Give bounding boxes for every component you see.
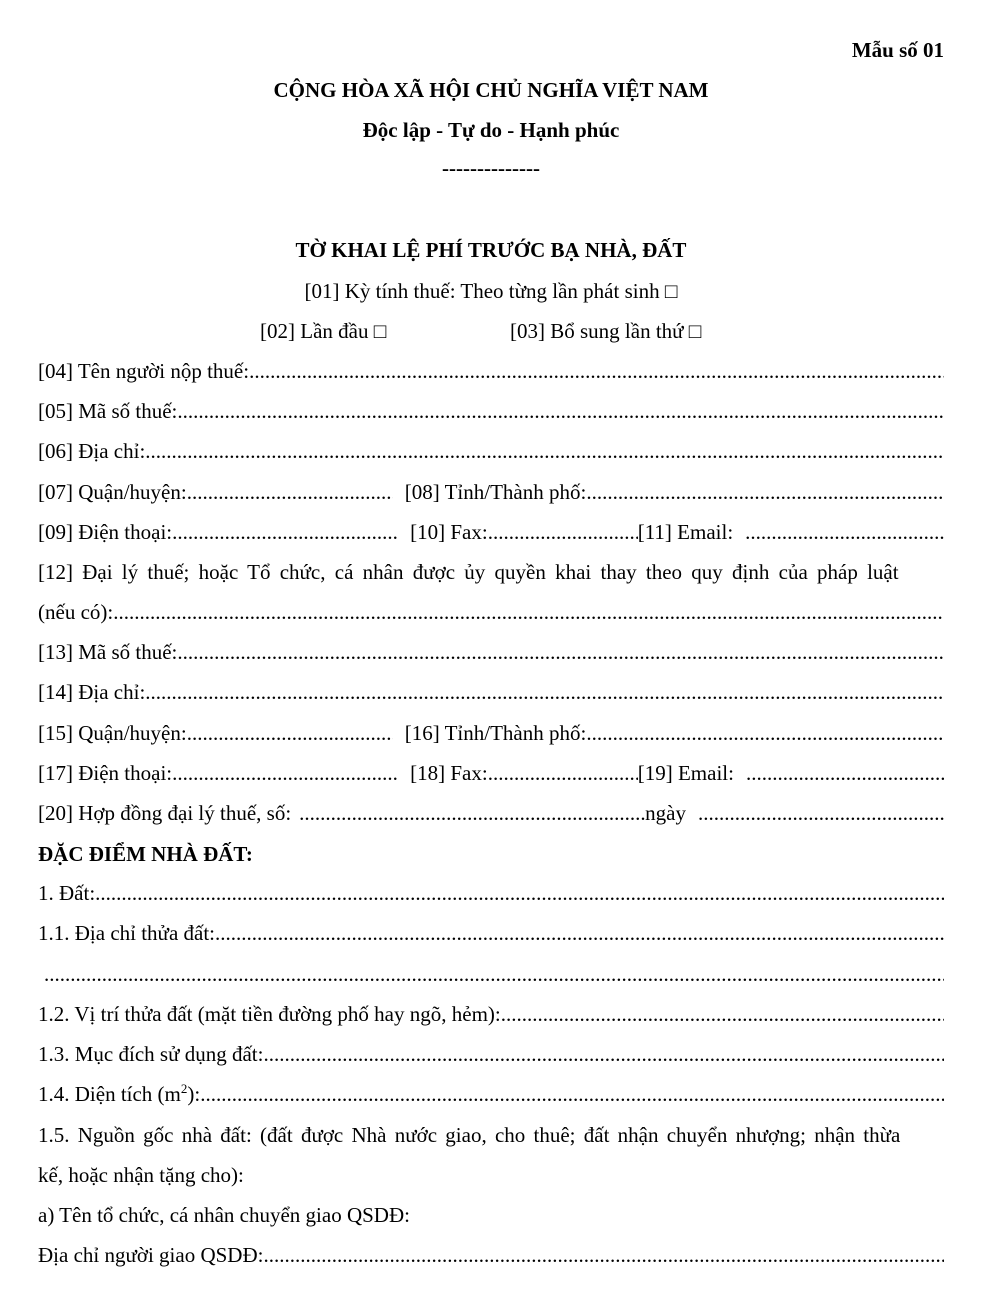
land-row <box>38 880 944 904</box>
land-purpose-field[interactable] <box>263 1044 944 1065</box>
land-origin-continuation-label: kế, hoặc nhận tặng cho): <box>38 1163 244 1187</box>
land-origin-continuation-row <box>38 1162 944 1186</box>
agent-address-field[interactable] <box>145 682 944 703</box>
agent-address-row <box>38 679 944 703</box>
taxpayer-province-label: [08] Tỉnh/Thành phố: <box>404 480 587 504</box>
transferor-name-row <box>38 1202 944 1226</box>
taxpayer-tax-code-label: [05] Mã số thuế: <box>38 399 178 423</box>
land-area-prefix: 1.4. Diện tích (m <box>38 1082 181 1106</box>
taxpayer-address-row <box>38 438 944 462</box>
land-address-continuation-field[interactable] <box>44 964 944 985</box>
agent-tax-code-label: [13] Mã số thuế: <box>38 640 178 664</box>
agent-district-field[interactable] <box>187 723 393 744</box>
land-area-row <box>38 1081 944 1105</box>
supplement-option: [03] Bổ sung lần thứ □ <box>510 319 702 343</box>
document-title: TỜ KHAI LỆ PHÍ TRƯỚC BẠ NHÀ, ĐẤT <box>295 238 687 262</box>
agent-contract-field[interactable] <box>299 803 645 824</box>
agent-district-row <box>38 720 944 744</box>
transferor-address-row <box>38 1242 944 1266</box>
land-address-row <box>38 920 944 944</box>
national-title: CỘNG HÒA XÃ HỘI CHỦ NGHĨA VIỆT NAM <box>273 78 709 102</box>
taxpayer-email-field[interactable] <box>745 522 944 543</box>
taxpayer-tax-code-row <box>38 398 944 422</box>
land-area-sup: 2 <box>180 1081 188 1096</box>
transferor-address-field[interactable] <box>263 1245 944 1266</box>
agent-intro-row <box>38 559 944 583</box>
taxpayer-email-label: [11] Email: <box>637 520 734 544</box>
agent-contract-label: [20] Hợp đồng đại lý thuế, số: <box>38 801 292 825</box>
land-address-field[interactable] <box>215 923 944 944</box>
land-address-continuation-row <box>38 961 944 985</box>
taxpayer-address-field[interactable] <box>145 441 944 462</box>
land-area-field[interactable] <box>200 1084 944 1105</box>
taxpayer-fax-field[interactable] <box>488 522 638 543</box>
taxpayer-district-field[interactable] <box>187 482 393 503</box>
taxpayer-name-row <box>38 358 944 382</box>
land-field[interactable] <box>95 883 944 904</box>
land-origin-row <box>38 1122 944 1146</box>
land-position-field[interactable] <box>501 1004 944 1025</box>
taxpayer-province-field[interactable] <box>586 482 944 503</box>
agent-phone-label: [17] Điện thoại: <box>38 761 173 785</box>
agent-intro-label: [12] Đại lý thuế; hoặc Tổ chức, cá nhân được ủy quyền khai thay theo quy định của pháp luật <box>38 560 899 584</box>
taxpayer-name-field[interactable] <box>249 361 944 382</box>
agent-name-field[interactable] <box>113 602 944 623</box>
land-address-label: 1.1. Địa chỉ thửa đất: <box>38 921 216 945</box>
divider: -------------- <box>442 156 540 180</box>
land-purpose-row <box>38 1041 944 1065</box>
transferor-address-label: Địa chỉ người giao QSDĐ: <box>38 1243 264 1267</box>
agent-contact-row <box>38 760 944 784</box>
agent-name-row <box>38 599 944 623</box>
taxpayer-name-label: [04] Tên người nộp thuế: <box>38 359 250 383</box>
form-number: Mẫu số 01 <box>851 38 944 62</box>
taxpayer-fax-label: [10] Fax: <box>410 520 488 544</box>
agent-contract-date-field[interactable] <box>698 803 944 824</box>
land-area-label <box>38 1081 201 1106</box>
land-area-suffix: ): <box>187 1082 201 1106</box>
land-purpose-label: 1.3. Mục đích sử dụng đất: <box>38 1042 264 1066</box>
motto: Độc lập - Tự do - Hạnh phúc <box>362 118 620 142</box>
land-origin-label: 1.5. Nguồn gốc nhà đất: (đất được Nhà nước giao, cho thuê; đất nhận chuyển nhượng; nhận thừa <box>38 1123 901 1147</box>
agent-phone-field[interactable] <box>172 763 398 784</box>
taxpayer-address-label: [06] Địa chỉ: <box>38 439 146 463</box>
agent-district-label: [15] Quận/huyện: <box>38 721 187 745</box>
taxpayer-contact-row <box>38 519 944 543</box>
agent-contract-row <box>38 800 944 824</box>
form-page <box>38 0 944 1312</box>
agent-fax-label: [18] Fax: <box>410 761 488 785</box>
agent-name-label: (nếu có): <box>38 600 114 624</box>
taxpayer-phone-field[interactable] <box>172 522 398 543</box>
first-time-option: [02] Lần đầu □ <box>260 319 387 343</box>
tax-period-line: [01] Kỳ tính thuế: Theo từng lần phát sinh □ <box>304 279 678 303</box>
agent-tax-code-row <box>38 639 944 663</box>
taxpayer-district-row <box>38 479 944 503</box>
taxpayer-phone-label: [09] Điện thoại: <box>38 520 173 544</box>
agent-tax-code-field[interactable] <box>177 642 944 663</box>
agent-contract-date-label: ngày <box>645 801 686 825</box>
agent-address-label: [14] Địa chỉ: <box>38 680 146 704</box>
taxpayer-district-label: [07] Quận/huyện: <box>38 480 187 504</box>
land-label: 1. Đất: <box>38 881 96 905</box>
land-position-row <box>38 1001 944 1025</box>
agent-province-label: [16] Tỉnh/Thành phố: <box>404 721 587 745</box>
agent-fax-field[interactable] <box>488 763 638 784</box>
taxpayer-tax-code-field[interactable] <box>177 401 944 422</box>
land-position-label: 1.2. Vị trí thửa đất (mặt tiền đường phố hay ngõ, hẻm): <box>38 1002 501 1026</box>
agent-email-field[interactable] <box>746 763 944 784</box>
transferor-name-label: a) Tên tổ chức, cá nhân chuyển giao QSDĐ: <box>38 1203 410 1227</box>
agent-province-field[interactable] <box>586 723 944 744</box>
agent-email-label: [19] Email: <box>637 761 734 785</box>
property-heading: ĐẶC ĐIỂM NHÀ ĐẤT: <box>38 842 253 866</box>
